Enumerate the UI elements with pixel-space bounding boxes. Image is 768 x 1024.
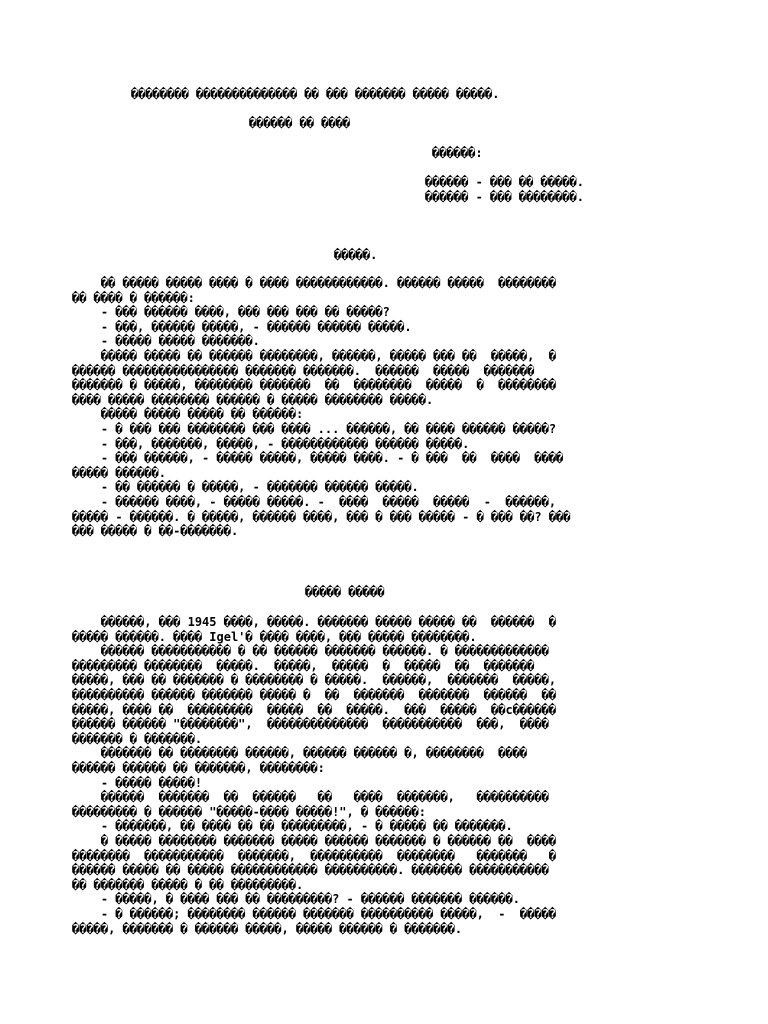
body-line: - ����� ����� �������. [72,334,260,349]
body-line: ��� ����� � ��-�������. [72,524,239,539]
body-line: - ��� ������, - ����� �����, ����� ����. - � ��� �� ���� ���� [72,451,564,466]
body-line: �� ����� ����� ���� � ���� ������������. ������ ����� �������� [72,276,557,290]
body-line: �������� ����������� �������, ���������� �������� ������� � [72,848,557,863]
body-line: � ����� �������� ������� ����� ������ ������� � ������ �� ���� [72,834,557,848]
section-heading: �����. [334,248,378,262]
dedication-line: ������ - ��� ��������. [425,190,584,204]
body-line: ������� � �������. [72,731,203,746]
body-line: - ���, ������ �����, - ������ ������ �����. [72,319,412,334]
document-title: �������� �������������� �� ��� ������� ����� �����. [131,87,500,101]
body-line: ������ ����������� � �� ������ ������� ������. � ������������� [72,644,549,659]
body-line: - ������ ����, - ����� �����. - ���� ����� ����� - ������, [72,495,557,509]
body-line: ����� ������. [72,465,166,480]
body-line: �����, ��� �� ������� � �������� � �����. ������, ������� �����, [72,673,557,688]
body-line: ����� ����� �� ������ ��������, ������, ����� ��� �� �����, � [72,349,557,363]
body-line: ������ ������ "��������", �������������� ����������� ���, ���� [72,717,549,732]
body-line: ������ ����� �� ����� ������������ ����������. ������� ����������� [72,863,549,878]
document-subtitle: ������ �� ���� [249,116,351,130]
body-line: ������� �� �������� ������, ������ ������ �, �������� ���� [72,746,528,761]
section-heading: ����� ����� [305,585,385,599]
body-line: - � ������; �������� ������ ������� ���������� �����, - ����� [72,907,557,921]
body-line: ���� ����� �������� ������ � ����� �������� �����. [72,392,434,407]
body-line: ���������� ������ ������� ����� � �� ������� ������� ������ �� [72,688,557,702]
body-line: ������ ������� �� ������ �� ���� �������, ���������� [72,790,549,805]
body-line: ������ ������ �� �������, ��������: [72,761,325,775]
body-line: �����, ���� �� ��������� ����� �� �����. ��� ����� ��c������ [72,702,557,717]
body-line: - ����� �����! [72,775,203,790]
body-line: - �������, �� ���� �� �� ���������, - � ����� �� �������. [72,819,513,834]
body-line: �����, ������� � ������ �����, ����� ������ � �������. [72,921,463,936]
body-line: �� ������� ����� � �� ���������. [72,877,304,892]
dedication-label: ������: [432,146,483,160]
body-line: ��������� � ������ "�����-���� �����!", � ������: [72,804,427,819]
dedication-line: ������ - ��� �� �����. [425,175,584,189]
body-line: - �� ������ � �����, - ������� ������ �����. [72,480,419,495]
body-line: ����� ����� ����� �� ������: [72,407,304,422]
body-line: ����� - ������. � �����, ������ ����, ��� � ��� ����� - � ��� ��? ��� [72,509,571,524]
body-line: ������� � �����, �������� ������� �� �������� ����� � �������� [72,378,557,393]
body-line: �� ���� � ������: [72,290,195,305]
body-line: - �����, � ���� ��� �� ���������? - ������ ������� ������. [72,892,520,907]
body-line: ����� ������. ���� Igel'� ���� ����, ��� ����� ��������. [72,629,477,644]
body-line: - � ��� ��� �������� ��� ���� ... ������, �� ���� ������ �����? [72,422,557,436]
body-line: ������ ���������������� ������� �������. ������ ����� ������� [72,363,535,378]
body-line: - ��� ������ ����, ��� ��� ��� �� �����? [72,305,390,320]
body-line: ������, ��� 1945 ����, �����. ������� ����� ����� �� ������ � [72,615,557,629]
body-line: ��������� �������� �����. �����, ����� � ����� �� ������� [72,658,535,673]
body-line: - ���, �������, �����, - ������������ ������ �����. [72,436,470,451]
